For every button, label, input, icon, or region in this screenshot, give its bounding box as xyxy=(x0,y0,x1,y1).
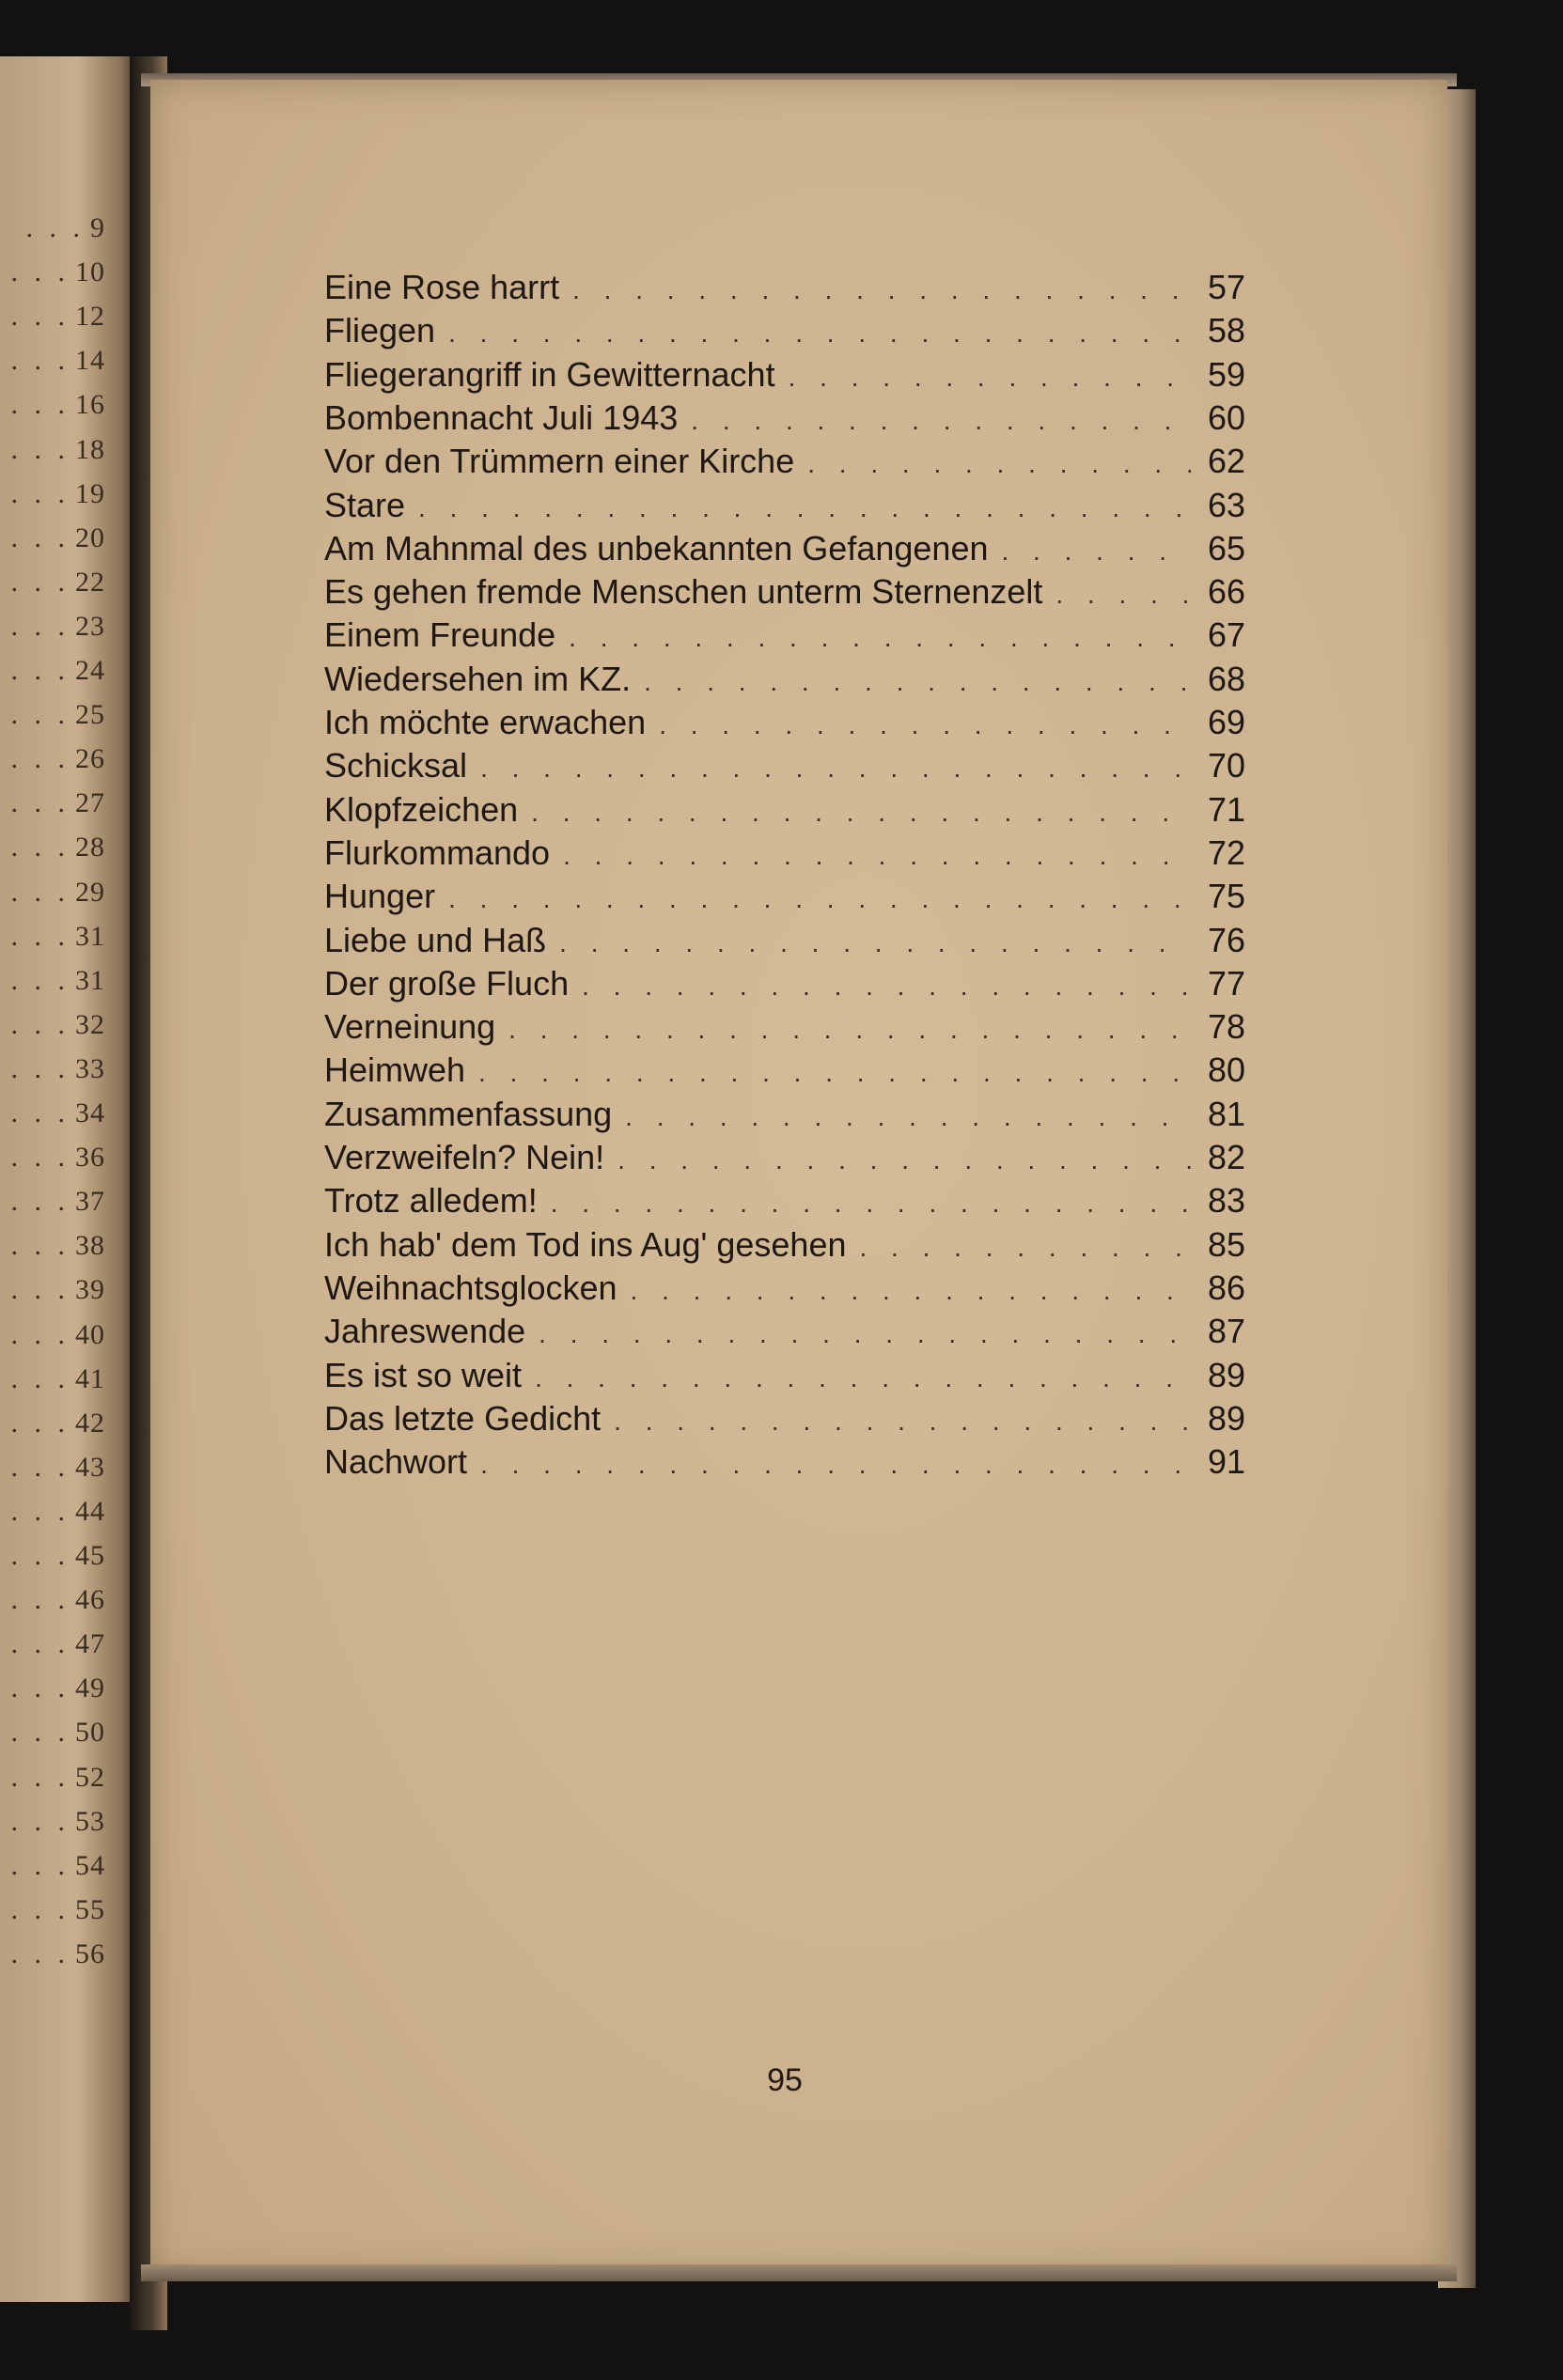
dot-leader xyxy=(551,1182,1191,1225)
facing-page-number xyxy=(0,300,105,334)
dot-leader: . . . xyxy=(10,257,70,288)
toc-entry-page: 70 xyxy=(1207,746,1245,786)
facing-page-number xyxy=(0,1805,105,1839)
facing-page-number xyxy=(0,566,105,599)
toc-entry-title: Es ist so weit xyxy=(324,1355,523,1394)
toc-entry xyxy=(324,266,1245,309)
facing-page-number-value: 36 xyxy=(75,1142,105,1174)
dot-leader: . . . xyxy=(10,1628,70,1660)
facing-page-number-value: 41 xyxy=(75,1362,105,1394)
dot-leader: . . . xyxy=(10,920,70,952)
dot-leader: . . . xyxy=(10,1407,70,1439)
toc-entry xyxy=(324,1049,1245,1092)
toc-entry-title: Ich hab' dem Tod ins Aug' gesehen xyxy=(324,1224,847,1264)
facing-page-number xyxy=(0,344,105,378)
facing-page-number xyxy=(0,1097,105,1130)
dot-leader: . . . xyxy=(10,787,70,819)
facing-page-number-value: 28 xyxy=(75,832,105,863)
facing-page-number xyxy=(0,1495,105,1529)
toc-entry xyxy=(324,658,1245,701)
facing-page-number-value: 45 xyxy=(75,1540,105,1571)
facing-page-number xyxy=(0,610,105,644)
facing-page-number xyxy=(0,1761,105,1795)
facing-page-number-value: 23 xyxy=(75,610,105,642)
toc-entry xyxy=(324,353,1245,397)
facing-page-number xyxy=(0,876,105,910)
facing-page-number xyxy=(0,477,105,511)
facing-page-number xyxy=(0,1362,105,1396)
facing-page-number xyxy=(0,1849,105,1883)
toc-entry-title: Fliegen xyxy=(324,311,436,350)
facing-page-number xyxy=(0,1008,105,1042)
toc-entry-page: 78 xyxy=(1207,1007,1245,1047)
dot-leader: . . . xyxy=(10,699,70,731)
facing-page-number-value: 12 xyxy=(75,301,105,333)
toc-entry xyxy=(324,1267,1245,1310)
facing-page-number xyxy=(0,1937,105,1971)
dot-leader xyxy=(448,878,1191,921)
toc-entry-page: 72 xyxy=(1207,832,1245,872)
dot-leader xyxy=(480,747,1191,790)
toc-entry-title: Liebe und Haß xyxy=(324,920,547,959)
dot-leader xyxy=(418,487,1191,530)
dot-leader xyxy=(569,616,1191,660)
dot-leader: . . . xyxy=(10,477,70,509)
dot-leader xyxy=(1055,573,1191,616)
facing-page-number-value: 27 xyxy=(75,787,105,819)
dot-leader: . . . xyxy=(10,832,70,863)
toc-entry-page: 87 xyxy=(1207,1312,1245,1351)
facing-page-number xyxy=(0,1716,105,1750)
facing-page-number-value: 47 xyxy=(75,1628,105,1660)
dot-leader: . . . xyxy=(10,1849,70,1881)
dot-leader: . . . xyxy=(10,1008,70,1040)
toc-entry-title: Fliegerangriff in Gewitternacht xyxy=(324,354,775,394)
toc-entry-title: Verneinung xyxy=(324,1007,496,1047)
dot-leader xyxy=(572,269,1191,312)
toc-entry xyxy=(324,1093,1245,1136)
toc-entry-page: 77 xyxy=(1207,963,1245,1003)
facing-page-number-value: 20 xyxy=(75,521,105,553)
facing-page-number-value: 22 xyxy=(75,566,105,598)
toc-entry xyxy=(324,484,1245,527)
dot-leader: . . . xyxy=(10,876,70,908)
dot-leader xyxy=(625,1096,1191,1139)
facing-page-number-value: 44 xyxy=(75,1495,105,1527)
facing-page-number xyxy=(0,1273,105,1307)
facing-page-number-value: 39 xyxy=(75,1274,105,1306)
toc-entry-title: Jahreswende xyxy=(324,1312,526,1351)
dot-leader: . . . xyxy=(10,345,70,377)
toc-entry xyxy=(324,962,1245,1005)
toc-entry-title: Weihnachtsglocken xyxy=(324,1268,617,1307)
dot-leader xyxy=(539,1313,1191,1356)
toc-entry-title: Flurkommando xyxy=(324,832,551,872)
toc-entry-title: Trotz alledem! xyxy=(324,1181,538,1221)
dot-leader xyxy=(807,443,1191,486)
toc-entry xyxy=(324,1136,1245,1179)
dot-leader: . . . xyxy=(10,1540,70,1571)
toc-entry-title: Zusammenfassung xyxy=(324,1094,613,1133)
toc-entry-title: Wiedersehen im KZ. xyxy=(324,659,632,698)
toc-entry xyxy=(324,570,1245,614)
toc-entry-page: 83 xyxy=(1207,1181,1245,1221)
toc-entry-page: 57 xyxy=(1207,268,1245,306)
toc-entry-page: 68 xyxy=(1207,659,1245,698)
toc-entry-title: Hunger xyxy=(324,877,436,916)
toc-entry xyxy=(324,701,1245,744)
facing-page-number xyxy=(0,920,105,954)
toc-entry-title: Nachwort xyxy=(324,1442,468,1482)
facing-page-number xyxy=(0,1672,105,1705)
toc-entry xyxy=(324,527,1245,570)
dot-leader xyxy=(582,965,1191,1008)
dot-leader xyxy=(531,791,1191,834)
page-number: 95 xyxy=(767,2062,803,2098)
dot-leader xyxy=(789,356,1191,399)
dot-leader xyxy=(478,1051,1191,1095)
toc-entry xyxy=(324,1179,1245,1222)
toc-entry-page: 89 xyxy=(1207,1355,1245,1394)
facing-page-number-value: 18 xyxy=(75,433,105,465)
toc-entry-page: 81 xyxy=(1207,1094,1245,1133)
toc-entry xyxy=(324,875,1245,918)
facing-page-number xyxy=(0,1627,105,1661)
facing-page-number xyxy=(0,1539,105,1573)
facing-page-number-value: 40 xyxy=(75,1318,105,1350)
toc-entry xyxy=(324,919,1245,962)
facing-page-number-value: 29 xyxy=(75,876,105,908)
facing-page-number xyxy=(0,211,105,245)
toc-entry-page: 59 xyxy=(1207,354,1245,394)
facing-page-number-value: 50 xyxy=(75,1717,105,1749)
toc-entry-page: 65 xyxy=(1207,528,1245,568)
facing-page-number-value: 56 xyxy=(75,1937,105,1969)
toc-entry xyxy=(324,1354,1245,1397)
toc-entry-page: 60 xyxy=(1207,397,1245,437)
facing-page-number xyxy=(0,1451,105,1485)
toc-entry-page: 66 xyxy=(1207,572,1245,612)
facing-page-number-value: 26 xyxy=(75,743,105,775)
dot-leader: . . . xyxy=(10,1186,70,1218)
toc-entry xyxy=(324,1005,1245,1049)
toc-entry-title: Das letzte Gedicht xyxy=(324,1398,602,1438)
facing-page-number xyxy=(0,1318,105,1352)
toc-entry xyxy=(324,832,1245,875)
page-bottom-edge xyxy=(141,2264,1457,2281)
toc-entry xyxy=(324,440,1245,483)
facing-page-number-value: 54 xyxy=(75,1849,105,1881)
facing-page-number-value: 38 xyxy=(75,1230,105,1262)
toc-entry-page: 75 xyxy=(1207,877,1245,916)
toc-entry-title: Es gehen fremde Menschen unterm Sternenzelt xyxy=(324,572,1043,612)
facing-page-number-value: 46 xyxy=(75,1584,105,1616)
dot-leader: . . . xyxy=(10,1318,70,1350)
dot-leader: . . . xyxy=(10,433,70,465)
toc-entry-page: 86 xyxy=(1207,1268,1245,1307)
dot-leader xyxy=(614,1400,1191,1443)
dot-leader: . . . xyxy=(10,743,70,775)
dot-leader: . . . xyxy=(10,964,70,996)
dot-leader: . . . xyxy=(10,1717,70,1749)
toc-entry-page: 69 xyxy=(1207,703,1245,741)
facing-page-number xyxy=(0,256,105,289)
dot-leader xyxy=(617,1139,1191,1182)
facing-page-number xyxy=(0,1185,105,1219)
dot-leader xyxy=(535,1357,1191,1400)
dot-leader: . . . xyxy=(10,1362,70,1394)
dot-leader: . . . xyxy=(10,1584,70,1616)
facing-page-number xyxy=(0,1229,105,1263)
toc-entry xyxy=(324,1440,1245,1484)
facing-page-number-value: 31 xyxy=(75,920,105,952)
dot-leader xyxy=(659,704,1191,747)
toc-entry-page: 71 xyxy=(1207,789,1245,829)
dot-leader xyxy=(631,1269,1191,1313)
facing-page-number xyxy=(0,964,105,998)
toc-entry-title: Klopfzeichen xyxy=(324,789,519,829)
toc-entry-title: Ich möchte erwachen xyxy=(324,703,647,741)
toc-entry-page: 82 xyxy=(1207,1138,1245,1176)
toc-entry xyxy=(324,744,1245,787)
facing-page-number xyxy=(0,654,105,688)
facing-page-number-value: 55 xyxy=(75,1893,105,1925)
toc-entry-title: Vor den Trümmern einer Kirche xyxy=(324,442,795,481)
facing-page-number xyxy=(0,1893,105,1927)
toc-entry-page: 76 xyxy=(1207,920,1245,959)
dot-leader: . . . xyxy=(10,1893,70,1925)
facing-page-number-value: 37 xyxy=(75,1186,105,1218)
dot-leader xyxy=(480,1443,1191,1486)
dot-leader: . . . xyxy=(10,1495,70,1527)
dot-leader: . . . xyxy=(10,1274,70,1306)
toc-entry xyxy=(324,1397,1245,1440)
toc-entry-title: Am Mahnmal des unbekannten Gefangenen xyxy=(324,528,989,568)
toc-entry-page: 67 xyxy=(1207,615,1245,655)
facing-page-number-value: 33 xyxy=(75,1052,105,1084)
facing-page-number-value: 24 xyxy=(75,655,105,686)
toc-entry xyxy=(324,1310,1245,1353)
dot-leader: . . . xyxy=(10,655,70,686)
toc-entry xyxy=(324,788,1245,832)
dot-leader xyxy=(448,312,1191,355)
facing-page-number xyxy=(0,1141,105,1174)
toc-entry-title: Schicksal xyxy=(324,746,468,786)
dot-leader xyxy=(563,834,1191,878)
dot-leader: . . . xyxy=(10,301,70,333)
toc-entry-title: Einem Freunde xyxy=(324,615,556,655)
dot-leader: . . . xyxy=(10,1937,70,1969)
dot-leader: . . . xyxy=(25,212,85,243)
toc-entry-page: 85 xyxy=(1207,1224,1245,1264)
dot-leader: . . . xyxy=(10,1451,70,1483)
toc-entry xyxy=(324,309,1245,352)
toc-entry-page: 80 xyxy=(1207,1050,1245,1090)
dot-leader xyxy=(559,922,1191,965)
toc-entry-title: Verzweifeln? Nein! xyxy=(324,1138,605,1176)
toc-entry xyxy=(324,614,1245,657)
dot-leader xyxy=(644,661,1191,704)
facing-page-number-value: 43 xyxy=(75,1451,105,1483)
facing-page-number-value: 32 xyxy=(75,1008,105,1040)
dot-leader: . . . xyxy=(10,1672,70,1704)
toc-entry-page: 91 xyxy=(1207,1442,1245,1482)
dot-leader: . . . xyxy=(10,1805,70,1837)
toc-entry-page: 62 xyxy=(1207,442,1245,481)
dot-leader xyxy=(691,399,1191,443)
facing-page-number-value: 52 xyxy=(75,1761,105,1793)
dot-leader: . . . xyxy=(10,1142,70,1174)
facing-page-number-value: 42 xyxy=(75,1407,105,1439)
facing-page-number-value: 31 xyxy=(75,964,105,996)
facing-page-number xyxy=(0,1052,105,1086)
dot-leader: . . . xyxy=(10,1052,70,1084)
toc-entry-title: Heimweh xyxy=(324,1050,466,1090)
facing-page-number-value: 19 xyxy=(75,477,105,509)
facing-page-number-value: 10 xyxy=(75,257,105,288)
facing-page-number xyxy=(0,742,105,776)
dot-leader: . . . xyxy=(10,566,70,598)
facing-page-number-value: 16 xyxy=(75,389,105,421)
facing-page-number-value: 9 xyxy=(90,212,105,243)
dot-leader xyxy=(1001,530,1191,573)
facing-page-number xyxy=(0,388,105,422)
dot-leader: . . . xyxy=(10,1761,70,1793)
toc-entry xyxy=(324,1223,1245,1267)
toc-entry-title: Bombennacht Juli 1943 xyxy=(324,397,679,437)
facing-page-number xyxy=(0,698,105,732)
toc-entry-page: 63 xyxy=(1207,485,1245,524)
facing-page-number xyxy=(0,1583,105,1617)
facing-page-number-value: 49 xyxy=(75,1672,105,1704)
dot-leader: . . . xyxy=(10,1097,70,1128)
facing-page-number xyxy=(0,521,105,555)
facing-page-number xyxy=(0,831,105,864)
facing-page-number xyxy=(0,786,105,820)
toc-entry-title: Eine Rose harrt xyxy=(324,268,560,306)
facing-page-number-value: 53 xyxy=(75,1805,105,1837)
toc-entry-page: 58 xyxy=(1207,311,1245,350)
facing-page-number-value: 25 xyxy=(75,699,105,731)
toc-entry-page: 89 xyxy=(1207,1398,1245,1438)
toc-entry xyxy=(324,397,1245,440)
dot-leader xyxy=(508,1008,1191,1051)
facing-page-number xyxy=(0,1407,105,1440)
dot-leader xyxy=(860,1226,1192,1269)
dot-leader: . . . xyxy=(10,521,70,553)
facing-page-number-value: 14 xyxy=(75,345,105,377)
dot-leader: . . . xyxy=(10,1230,70,1262)
dot-leader: . . . xyxy=(10,389,70,421)
toc-entry-title: Stare xyxy=(324,485,406,524)
toc-entry-title: Der große Fluch xyxy=(324,963,570,1003)
facing-page-number xyxy=(0,433,105,467)
dot-leader: . . . xyxy=(10,610,70,642)
facing-page-number-value: 34 xyxy=(75,1097,105,1128)
facing-page-edge xyxy=(0,56,141,2302)
